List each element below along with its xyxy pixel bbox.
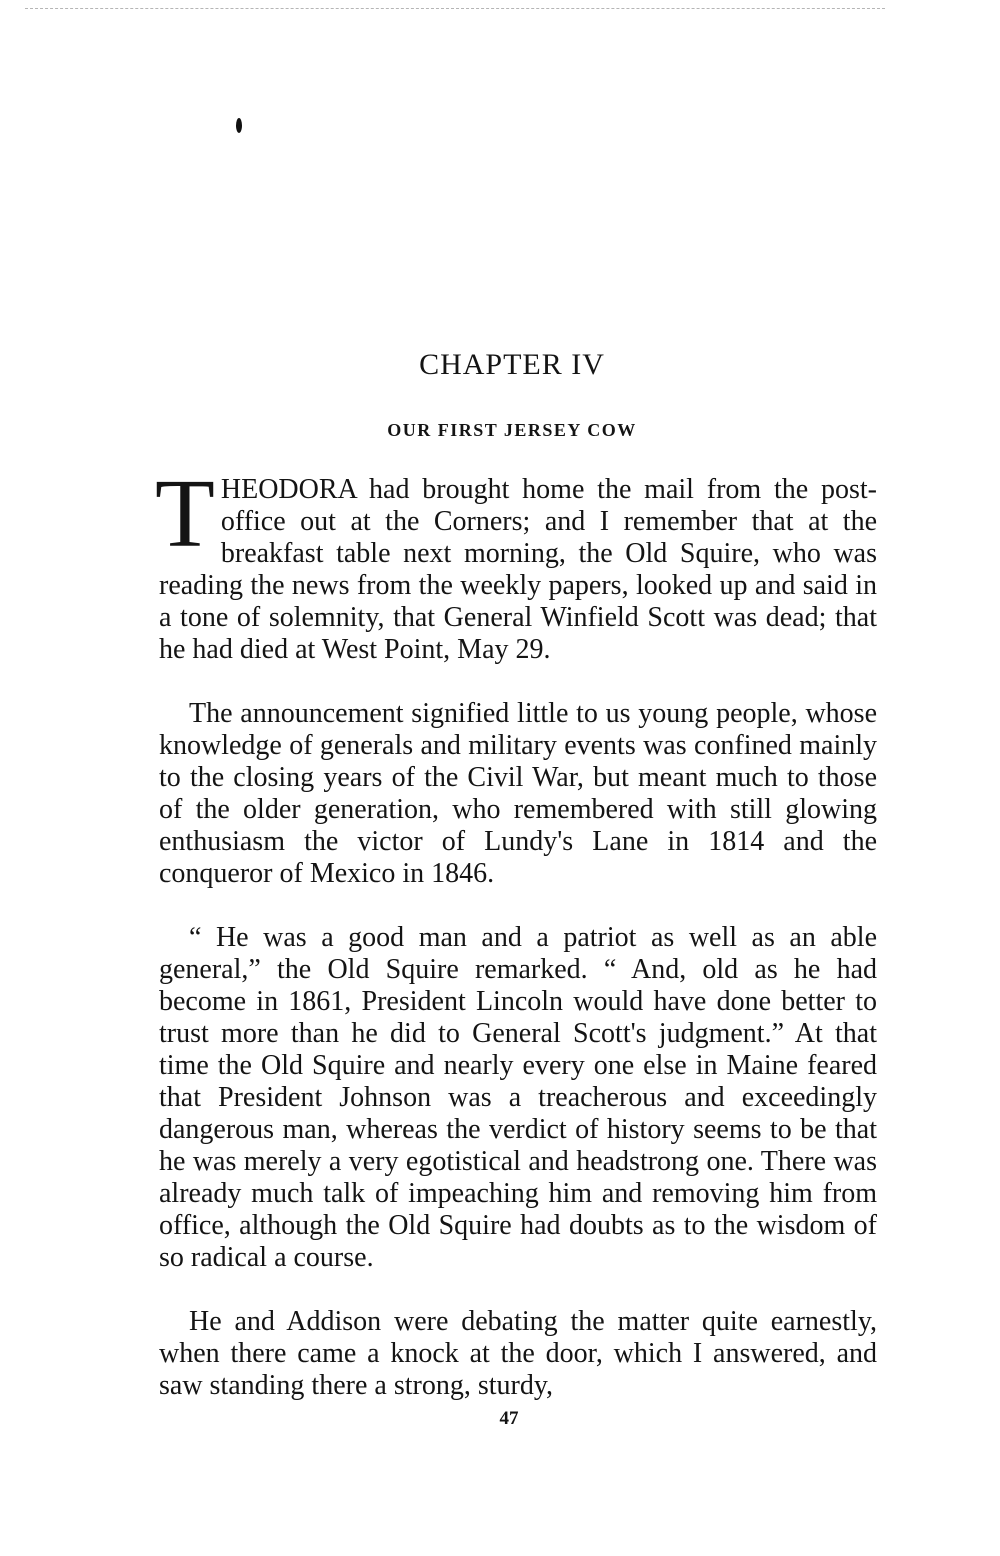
drop-cap: T	[155, 460, 215, 568]
page-number: 47	[499, 1408, 519, 1429]
paragraph-4: He and Addison were debating the matter quite earnestly, when there came a knock at the door, which I answered, and saw standing there a strong, sturdy,	[159, 1306, 877, 1401]
chapter-subtitle: OUR FIRST JERSEY COW	[387, 420, 637, 440]
paragraph-1	[155, 460, 877, 666]
ink-spot	[236, 118, 242, 133]
paragraph-3: “ He was a good man and a patriot as well as an able general,” the Old Squire remarked. “ And, old as he had become in 1861, President Lincoln would have done better to trust more than he did to General Scott's judgment.” At that time the Old Squire and nearly every one else in Maine feared that President Johnson was a treacherous and exceedingly dangerous man, whereas the verdict of history seems to be that he was merely a very egotistical and headstrong one. There was already much talk of impeaching him and removing him from office, although the Old Squire had doubts as to the wisdom of so radical a course.	[159, 922, 877, 1273]
paragraph-2: The announcement signified little to us young people, whose knowledge of generals and military events was confined mainly to the closing years of the Civil War, but meant much to those of the older generation, who remembered with still glowing enthusiasm the victor of Lundy's Lane in 1814 and the conqueror of Mexico in 1846.	[159, 698, 877, 889]
paragraph-1-text: HEODORA had brought home the mail from the post-office out at the Corners; and I remember that at the breakfast table next morning, the Old Squire, who was reading the news from the weekly papers, looked up and said in a tone of solemnity, that General Winfield Scott was dead; that he had died at West Point, May 29.	[159, 474, 877, 665]
scan-artifact-line	[25, 8, 885, 9]
chapter-title: CHAPTER IV	[419, 348, 605, 381]
